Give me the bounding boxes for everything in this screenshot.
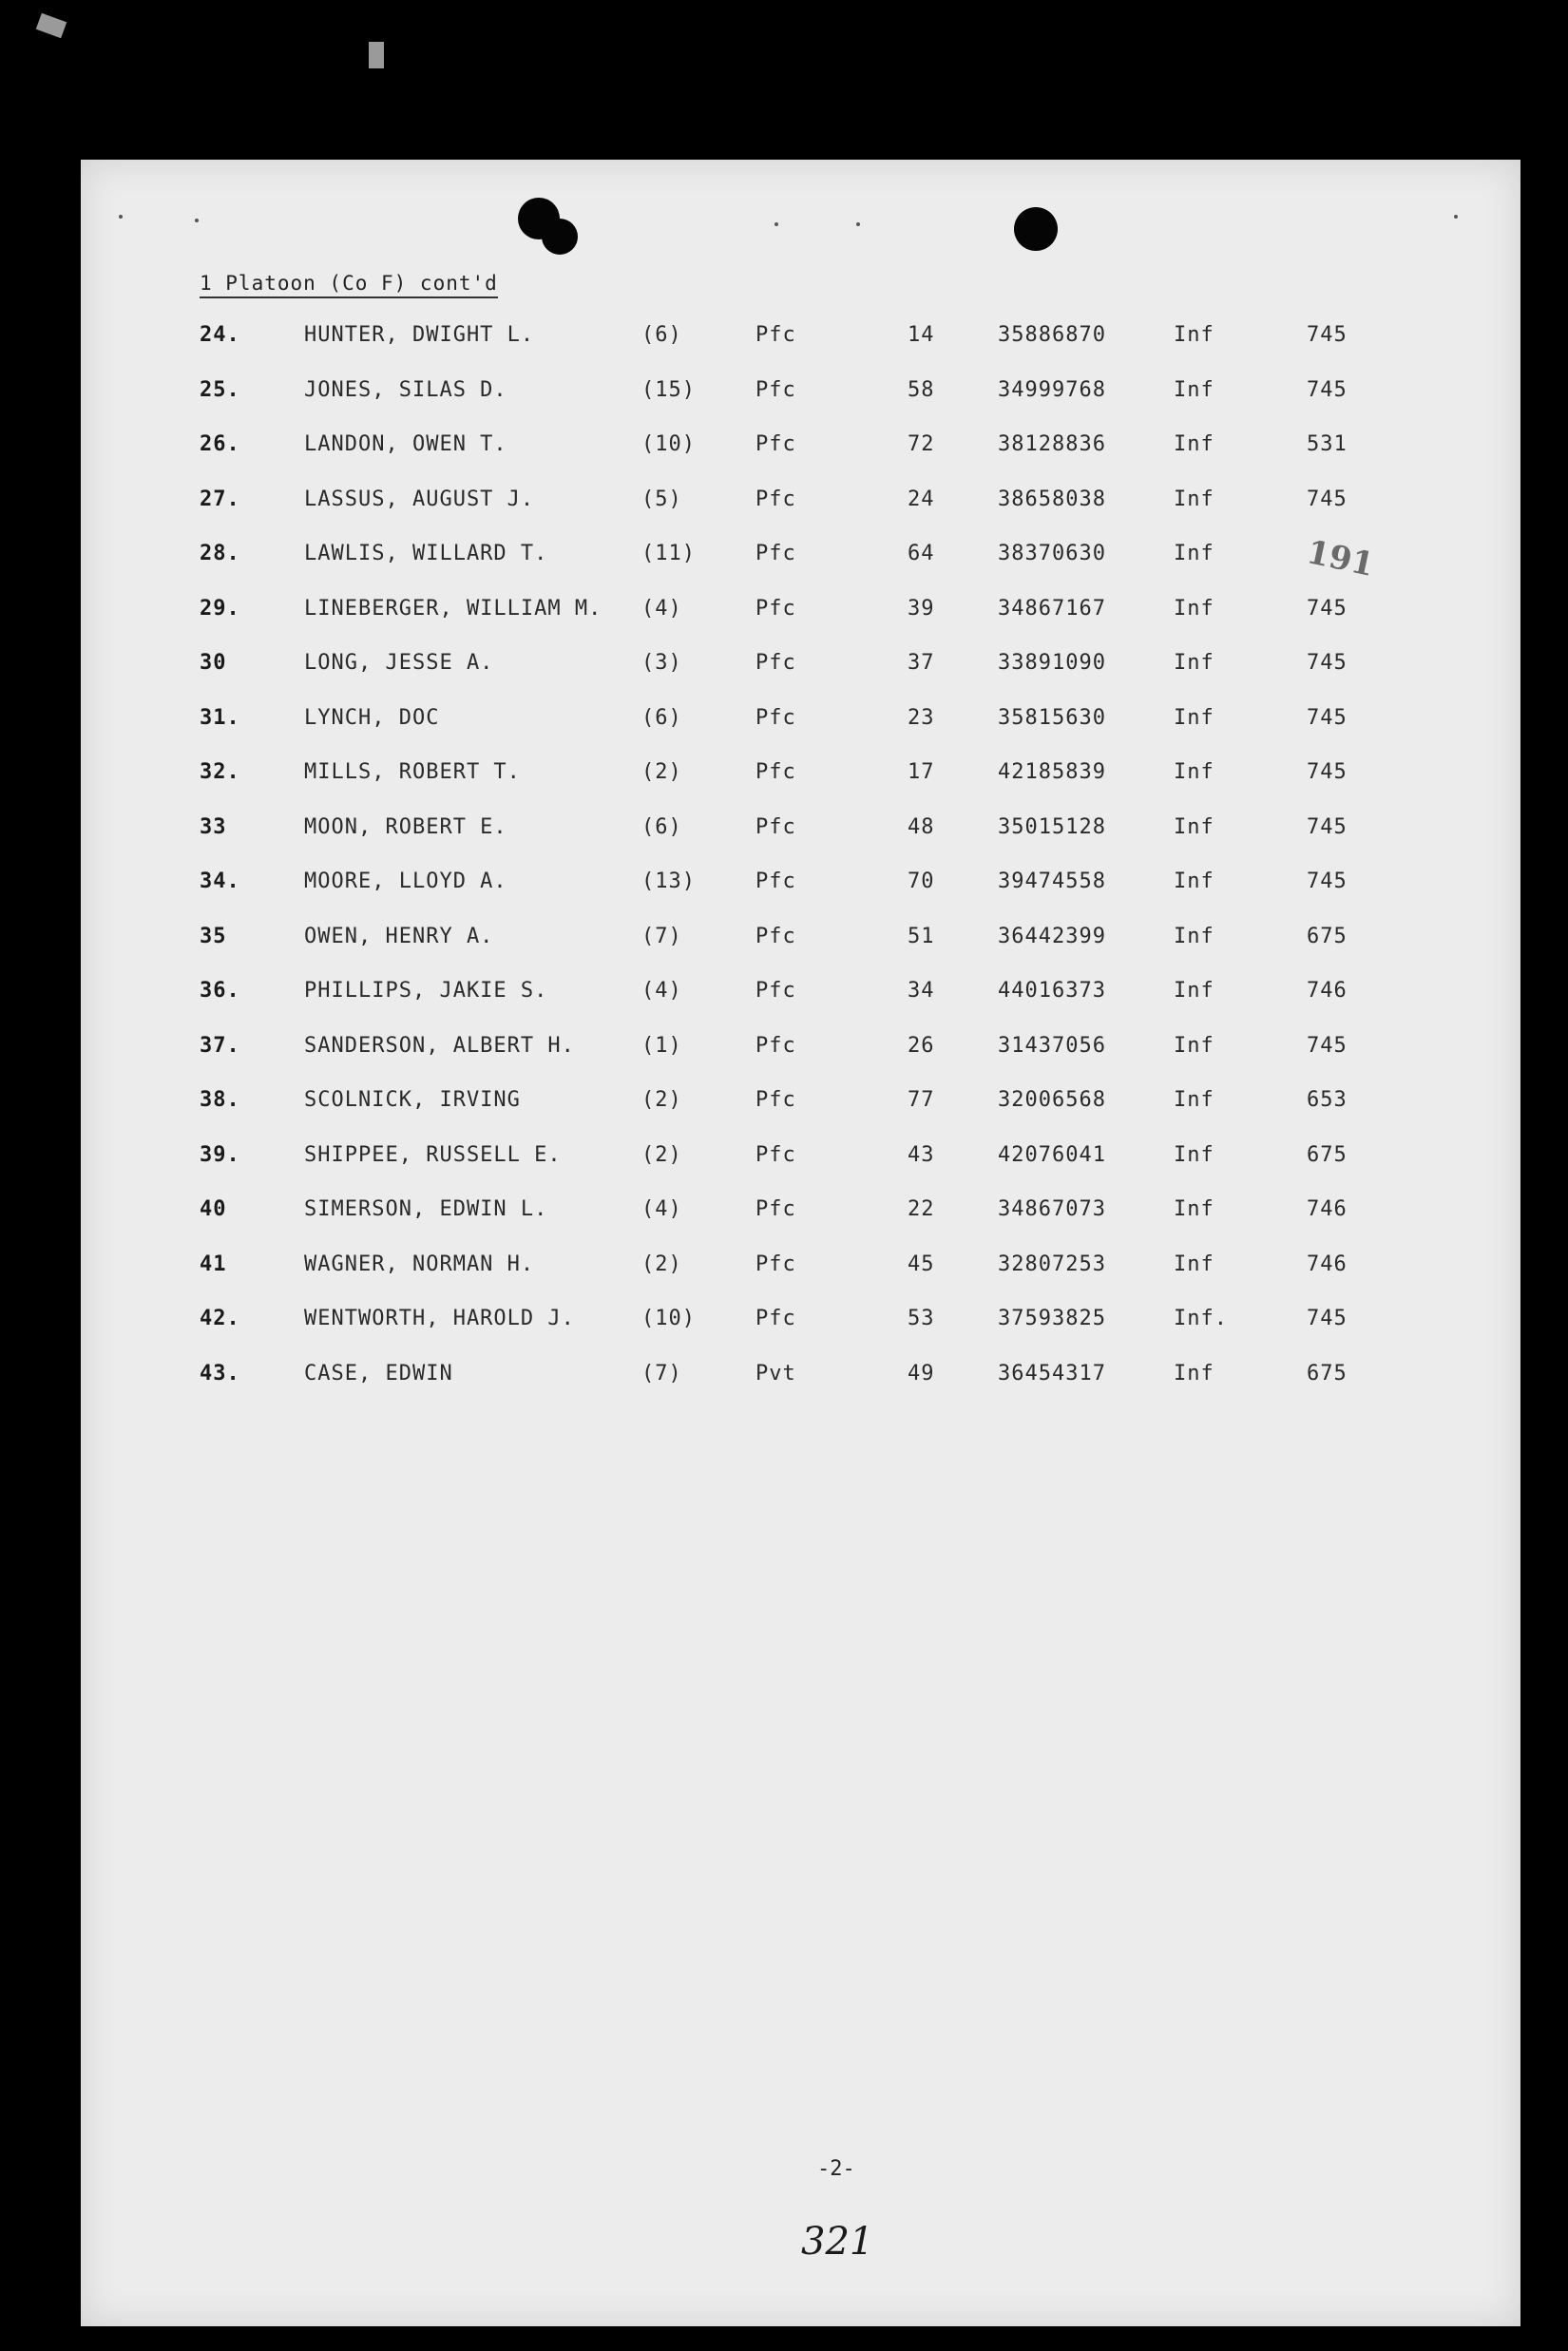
cell-name: MOORE, LLOYD A. xyxy=(304,870,507,893)
cell-num: 38. xyxy=(200,1088,240,1112)
table-row xyxy=(81,1307,1520,1345)
margin-dot xyxy=(774,222,778,226)
cell-arm: Inf xyxy=(1174,814,1214,839)
cell-paren: (2) xyxy=(641,1252,682,1276)
cell-num: 42. xyxy=(200,1307,240,1330)
cell-serial: 34867167 xyxy=(998,596,1106,621)
margin-dot xyxy=(856,222,860,226)
cell-serial: 36442399 xyxy=(998,924,1106,948)
table-row xyxy=(81,706,1520,744)
cell-serial: 33891090 xyxy=(998,651,1106,675)
cell-num: 24. xyxy=(200,323,240,347)
cell-serial: 35886870 xyxy=(998,323,1106,347)
cell-mo: 37 xyxy=(908,651,935,675)
cell-rank: Pfc xyxy=(755,1142,796,1167)
cell-name: LANDON, OWEN T. xyxy=(304,432,507,456)
cell-mos: 675 xyxy=(1307,1142,1348,1167)
cell-serial: 38370630 xyxy=(998,542,1106,565)
cell-paren: (2) xyxy=(641,760,682,784)
cell-name: LYNCH, DOC xyxy=(304,705,440,730)
table-row xyxy=(81,979,1520,1017)
cell-name: WENTWORTH, HAROLD J. xyxy=(304,1307,575,1330)
cell-rank: Pfc xyxy=(755,377,796,402)
table-row xyxy=(81,815,1520,853)
margin-dot xyxy=(1454,215,1458,219)
cell-arm: Inf xyxy=(1174,323,1214,347)
cell-mo: 14 xyxy=(908,323,935,347)
cell-num: 35 xyxy=(200,924,227,948)
cell-name: JONES, SILAS D. xyxy=(304,377,507,402)
cell-serial: 38128836 xyxy=(998,432,1106,456)
cell-paren: (4) xyxy=(641,596,682,621)
table-row xyxy=(81,651,1520,689)
cell-num: 29. xyxy=(200,596,240,621)
cell-rank: Pfc xyxy=(755,705,796,730)
cell-mo: 45 xyxy=(908,1252,935,1276)
cell-rank: Pfc xyxy=(755,432,796,456)
cell-arm: Inf xyxy=(1174,542,1214,565)
cell-mos: 746 xyxy=(1307,1197,1348,1221)
cell-mo: 43 xyxy=(908,1142,935,1167)
table-row xyxy=(81,1088,1520,1126)
cell-mos: 531 xyxy=(1307,432,1348,456)
cell-arm: Inf xyxy=(1174,979,1214,1003)
cell-name: MOON, ROBERT E. xyxy=(304,814,507,839)
cell-mo: 17 xyxy=(908,760,935,784)
cell-name: SIMERSON, EDWIN L. xyxy=(304,1197,548,1221)
cell-serial: 42185839 xyxy=(998,760,1106,784)
cell-mos: 745 xyxy=(1307,1307,1348,1330)
cell-mos: 745 xyxy=(1307,1033,1348,1058)
cell-name: SANDERSON, ALBERT H. xyxy=(304,1033,575,1058)
table-row xyxy=(81,487,1520,526)
table-row xyxy=(81,760,1520,798)
cell-serial: 44016373 xyxy=(998,979,1106,1003)
cell-serial: 35015128 xyxy=(998,814,1106,839)
cell-num: 34. xyxy=(200,870,240,893)
cell-rank: Pfc xyxy=(755,1033,796,1058)
cell-arm: Inf xyxy=(1174,377,1214,402)
cell-serial: 34867073 xyxy=(998,1197,1106,1221)
cell-arm: Inf xyxy=(1174,487,1214,511)
cell-mos: 653 xyxy=(1307,1088,1348,1112)
table-row xyxy=(81,1362,1520,1400)
cell-rank: Pfc xyxy=(755,979,796,1003)
cell-mo: 34 xyxy=(908,979,935,1003)
cell-arm: Inf xyxy=(1174,705,1214,730)
section-header: 1 Platoon (Co F) cont'd xyxy=(200,272,498,298)
cell-name: WAGNER, NORMAN H. xyxy=(304,1252,535,1276)
cell-mos: 745 xyxy=(1307,870,1348,893)
punch-hole xyxy=(542,219,578,255)
cell-name: HUNTER, DWIGHT L. xyxy=(304,323,535,347)
cell-name: PHILLIPS, JAKIE S. xyxy=(304,979,548,1003)
cell-mos: 745 xyxy=(1307,760,1348,784)
cell-rank: Pfc xyxy=(755,323,796,347)
cell-mos: 745 xyxy=(1307,651,1348,675)
cell-arm: Inf xyxy=(1174,596,1214,621)
cell-paren: (10) xyxy=(641,432,696,456)
cell-rank: Pvt xyxy=(755,1361,796,1386)
cell-paren: (4) xyxy=(641,1197,682,1221)
cell-mo: 64 xyxy=(908,542,935,565)
cell-mo: 70 xyxy=(908,870,935,893)
cell-name: MILLS, ROBERT T. xyxy=(304,760,521,784)
cell-num: 30 xyxy=(200,651,227,675)
margin-dot xyxy=(195,219,199,222)
cell-rank: Pfc xyxy=(755,1307,796,1330)
handwritten-number: 321 xyxy=(801,2220,874,2264)
cell-mos: 746 xyxy=(1307,1252,1348,1276)
cell-mo: 53 xyxy=(908,1307,935,1330)
cell-name: SCOLNICK, IRVING xyxy=(304,1088,521,1112)
cell-paren: (11) xyxy=(641,542,696,565)
cell-rank: Pfc xyxy=(755,814,796,839)
cell-serial: 42076041 xyxy=(998,1142,1106,1167)
cell-name: OWEN, HENRY A. xyxy=(304,924,494,948)
cell-serial: 38658038 xyxy=(998,487,1106,511)
cell-num: 31. xyxy=(200,705,240,730)
cell-num: 43. xyxy=(200,1361,240,1386)
cell-paren: (13) xyxy=(641,870,696,893)
cell-paren: (2) xyxy=(641,1088,682,1112)
punch-hole xyxy=(1014,207,1058,251)
cell-paren: (6) xyxy=(641,814,682,839)
cell-num: 40 xyxy=(200,1197,227,1221)
cell-rank: Pfc xyxy=(755,487,796,511)
cell-paren: (10) xyxy=(641,1307,696,1330)
cell-num: 39. xyxy=(200,1142,240,1167)
cell-name: LASSUS, AUGUST J. xyxy=(304,487,535,511)
cell-serial: 35815630 xyxy=(998,705,1106,730)
cell-mos: 675 xyxy=(1307,1361,1348,1386)
table-row xyxy=(81,432,1520,470)
cell-arm: Inf xyxy=(1174,1252,1214,1276)
cell-num: 37. xyxy=(200,1033,240,1058)
cell-mos: 745 xyxy=(1307,377,1348,402)
cell-rank: Pfc xyxy=(755,870,796,893)
cell-rank: Pfc xyxy=(755,1088,796,1112)
cell-mos: 675 xyxy=(1307,924,1348,948)
cell-mo: 39 xyxy=(908,596,935,621)
cell-arm: Inf xyxy=(1174,760,1214,784)
cell-mos: 745 xyxy=(1307,487,1348,511)
cell-rank: Pfc xyxy=(755,760,796,784)
cell-serial: 34999768 xyxy=(998,377,1106,402)
cell-paren: (2) xyxy=(641,1142,682,1167)
cell-serial: 37593825 xyxy=(998,1307,1106,1330)
cell-rank: Pfc xyxy=(755,651,796,675)
cell-paren: (7) xyxy=(641,924,682,948)
cell-arm: Inf xyxy=(1174,1361,1214,1386)
cell-mo: 23 xyxy=(908,705,935,730)
cell-mo: 24 xyxy=(908,487,935,511)
cell-mos: 745 xyxy=(1307,596,1348,621)
cell-serial: 32006568 xyxy=(998,1088,1106,1112)
cell-arm: Inf xyxy=(1174,924,1214,948)
margin-dot xyxy=(119,215,123,219)
cell-paren: (4) xyxy=(641,979,682,1003)
page-number: -2- xyxy=(817,2157,855,2181)
table-row xyxy=(81,1197,1520,1235)
cell-mo: 72 xyxy=(908,432,935,456)
cell-arm: Inf xyxy=(1174,651,1214,675)
table-row xyxy=(81,1034,1520,1072)
cell-num: 25. xyxy=(200,377,240,402)
cell-name: CASE, EDWIN xyxy=(304,1361,453,1386)
film-speck xyxy=(369,42,384,68)
cell-num: 36. xyxy=(200,979,240,1003)
cell-arm: Inf xyxy=(1174,1197,1214,1221)
cell-rank: Pfc xyxy=(755,596,796,621)
cell-num: 26. xyxy=(200,432,240,456)
table-row xyxy=(81,597,1520,635)
cell-mos: 746 xyxy=(1307,979,1348,1003)
cell-mo: 48 xyxy=(908,814,935,839)
table-row xyxy=(81,925,1520,963)
cell-arm: Inf xyxy=(1174,870,1214,893)
table-row xyxy=(81,1143,1520,1181)
cell-mos: 745 xyxy=(1307,814,1348,839)
cell-num: 27. xyxy=(200,487,240,511)
cell-num: 28. xyxy=(200,542,240,565)
table-row xyxy=(81,323,1520,361)
cell-paren: (6) xyxy=(641,323,682,347)
stamp-number: 191 xyxy=(1303,533,1378,584)
cell-rank: Pfc xyxy=(755,1252,796,1276)
cell-mo: 77 xyxy=(908,1088,935,1112)
cell-name: LAWLIS, WILLARD T. xyxy=(304,542,548,565)
cell-name: SHIPPEE, RUSSELL E. xyxy=(304,1142,562,1167)
cell-serial: 31437056 xyxy=(998,1033,1106,1058)
cell-arm: Inf xyxy=(1174,1033,1214,1058)
cell-mo: 49 xyxy=(908,1361,935,1386)
cell-paren: (1) xyxy=(641,1033,682,1058)
cell-rank: Pfc xyxy=(755,924,796,948)
cell-rank: Pfc xyxy=(755,1197,796,1221)
cell-arm: Inf xyxy=(1174,1142,1214,1167)
cell-serial: 32807253 xyxy=(998,1252,1106,1276)
cell-paren: (7) xyxy=(641,1361,682,1386)
cell-paren: (3) xyxy=(641,651,682,675)
cell-name: LINEBERGER, WILLIAM M. xyxy=(304,596,602,621)
table-row xyxy=(81,378,1520,416)
film-speck xyxy=(36,13,67,38)
cell-paren: (5) xyxy=(641,487,682,511)
cell-name: LONG, JESSE A. xyxy=(304,651,494,675)
document-page xyxy=(81,160,1520,2326)
cell-paren: (15) xyxy=(641,377,696,402)
cell-mo: 58 xyxy=(908,377,935,402)
cell-mo: 22 xyxy=(908,1197,935,1221)
cell-rank: Pfc xyxy=(755,542,796,565)
cell-paren: (6) xyxy=(641,705,682,730)
cell-mo: 26 xyxy=(908,1033,935,1058)
cell-arm: Inf xyxy=(1174,1088,1214,1112)
cell-num: 41 xyxy=(200,1252,227,1276)
table-row xyxy=(81,1252,1520,1290)
cell-arm: Inf xyxy=(1174,432,1214,456)
cell-num: 32. xyxy=(200,760,240,784)
cell-mo: 51 xyxy=(908,924,935,948)
cell-num: 33 xyxy=(200,814,227,839)
cell-serial: 39474558 xyxy=(998,870,1106,893)
cell-serial: 36454317 xyxy=(998,1361,1106,1386)
cell-mos: 745 xyxy=(1307,705,1348,730)
cell-mos: 745 xyxy=(1307,323,1348,347)
cell-arm: Inf. xyxy=(1174,1307,1228,1330)
table-row xyxy=(81,870,1520,908)
